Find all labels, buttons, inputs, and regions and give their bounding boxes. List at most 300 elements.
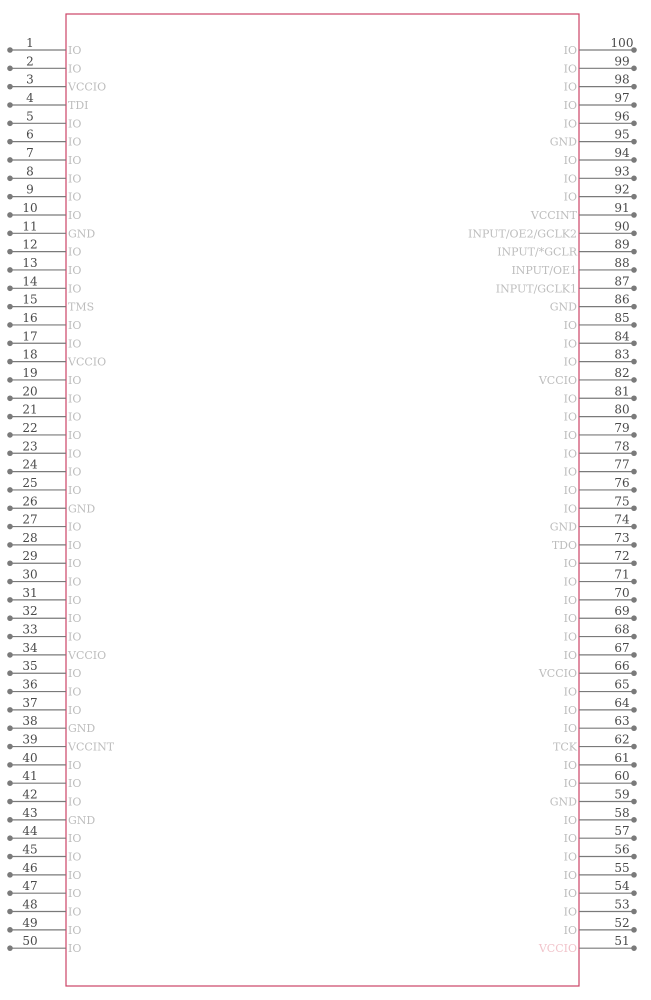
pin-number: 1 [26,36,34,50]
pin-terminal-dot [7,212,13,218]
pin-terminal-dot [7,176,13,182]
pin-name: IO [563,483,577,497]
pin-terminal-dot [631,66,637,72]
pin-terminal-dot [631,395,637,401]
pin-terminal-dot [631,505,637,511]
pin-number: 40 [22,750,38,765]
pin-terminal-dot [631,615,637,621]
pin-terminal-dot [631,634,637,640]
pin-name: VCCINT [68,740,115,754]
pin-name: IO [563,557,577,571]
pin-number: 36 [22,677,38,692]
pin-name: IO [68,703,82,717]
pin-number: 52 [614,915,630,930]
pin-number: 86 [614,292,630,307]
pin-number: 33 [22,622,38,637]
pin-name: GND [549,795,577,809]
pin-number: 43 [22,805,38,820]
pin-number: 57 [614,824,630,839]
pin-name: IO [68,575,82,589]
pin-number: 45 [22,842,38,857]
pin-terminal-dot [631,157,637,163]
pin-name: VCCINT [530,208,577,222]
pin-name: TDO [551,538,577,552]
pin-terminal-dot [7,267,13,273]
pin-name: IO [68,465,82,479]
pin-name: IO [563,868,577,882]
pin-number: 42 [22,787,38,802]
pin-terminal-dot [631,359,637,365]
pin-name: IO [68,667,82,681]
pin-name: GND [68,813,96,827]
pin-terminal-dot [7,725,13,731]
pin-number: 79 [614,420,630,435]
pin-name: IO [68,923,82,937]
pin-name: IO [68,832,82,846]
pin-number: 85 [614,310,630,325]
pin-name: IO [563,685,577,699]
pin-terminal-dot [631,799,637,805]
pin-name: GND [68,227,96,241]
pin-name: IO [68,428,82,442]
pin-name: INPUT/*GCLR [497,245,577,259]
pin-name: GND [68,722,96,736]
pin-name: IO [68,190,82,204]
pin-terminal-dot [7,285,13,291]
pin-name: IO [68,685,82,699]
pin-number: 95 [614,127,630,142]
pin-name: IO [68,117,82,131]
pin-terminal-dot [7,432,13,438]
pin-number: 73 [614,530,630,545]
pin-terminal-dot [7,469,13,475]
pin-number: 11 [22,219,38,234]
pin-terminal-dot [631,890,637,896]
pin-number: 32 [22,604,38,619]
pin-name: IO [68,447,82,461]
pin-name: IO [68,593,82,607]
pin-name: VCCIO [538,667,577,681]
pin-number: 61 [614,750,630,765]
pin-number: 69 [614,604,630,619]
pin-terminal-dot [7,249,13,255]
pin-terminal-dot [631,542,637,548]
pin-number: 63 [614,714,630,729]
pin-number: 84 [614,329,630,344]
pin-name: IO [68,868,82,882]
pin-number: 35 [22,659,38,674]
pin-name: TDI [68,98,89,112]
pin-number: 9 [26,182,34,197]
pin-name: IO [68,887,82,901]
pin-name: IO [68,520,82,534]
pin-terminal-dot [631,322,637,328]
pin-number: 98 [614,72,630,87]
pin-number: 24 [22,457,38,472]
pin-terminal-dot [7,615,13,621]
pin-terminal-dot [7,890,13,896]
pin-terminal-dot [7,707,13,713]
pin-terminal-dot [631,212,637,218]
pin-terminal-dot [7,450,13,456]
pin-number: 23 [22,439,38,454]
pin-number: 2 [26,54,34,69]
pin-name: IO [563,172,577,186]
pin-terminal-dot [631,689,637,695]
pin-terminal-dot [7,909,13,915]
pin-terminal-dot [631,414,637,420]
pin-name: IO [68,777,82,791]
pin-terminal-dot [7,652,13,658]
pin-terminal-dot [7,157,13,163]
pin-terminal-dot [7,799,13,805]
pin-terminal-dot [7,817,13,823]
pin-name: IO [563,575,577,589]
pin-terminal-dot [631,762,637,768]
pin-number: 89 [614,237,630,252]
pin-terminal-dot [7,121,13,127]
pin-name: IO [563,758,577,772]
pin-number: 47 [22,879,38,894]
pin-name: IO [68,850,82,864]
pin-name: IO [563,722,577,736]
pin-terminal-dot [631,597,637,603]
pin-number: 16 [22,310,38,325]
pin-number: 8 [26,164,34,179]
pin-terminal-dot [631,652,637,658]
pin-terminal-dot [631,469,637,475]
pin-number: 97 [614,90,630,105]
pin-name: TCK [553,740,577,754]
pin-terminal-dot [631,524,637,530]
pin-name: IO [563,410,577,424]
pin-name: IO [563,777,577,791]
pin-number: 62 [614,732,630,747]
pin-terminal-dot [631,945,637,951]
pin-terminal-dot [7,689,13,695]
pin-name: IO [68,905,82,919]
pin-name: IO [68,44,82,57]
pin-name: IO [563,153,577,167]
pin-terminal-dot [7,744,13,750]
pin-number: 78 [614,439,630,454]
pin-number: 53 [614,897,630,912]
pin-terminal-dot [7,524,13,530]
pin-terminal-dot [631,194,637,200]
pin-number: 29 [22,549,38,564]
pin-number: 31 [22,585,38,600]
pin-number: 87 [614,274,630,289]
pin-terminal-dot [7,377,13,383]
pin-terminal-dot [7,542,13,548]
pin-name: IO [68,153,82,167]
pin-number: 10 [22,200,38,215]
pin-terminal-dot [7,359,13,365]
pin-number: 39 [22,732,38,747]
pin-terminal-dot [631,121,637,127]
pin-number: 38 [22,714,38,729]
pin-name: GND [549,300,577,314]
pin-number: 64 [614,695,630,710]
pin-name: VCCIO [68,80,107,94]
pin-name: IO [563,447,577,461]
pin-number: 14 [22,274,38,289]
pin-number: 92 [614,182,630,197]
pin-name: IO [68,612,82,626]
pin-terminal-dot [7,579,13,585]
pin-name: IO [563,887,577,901]
pin-name: IO [563,98,577,112]
pin-number: 26 [22,494,38,509]
pin-terminal-dot [631,872,637,878]
pin-number: 70 [614,585,630,600]
pin-number: 4 [26,90,34,105]
pin-number: 72 [614,549,630,564]
pin-number: 58 [614,805,630,820]
pin-name: IO [563,465,577,479]
pin-number: 51 [614,934,630,949]
pin-terminal-dot [7,194,13,200]
pin-name: GND [68,502,96,516]
component-body [66,14,579,986]
pin-number: 48 [22,897,38,912]
pin-terminal-dot [7,927,13,933]
pin-number: 66 [614,659,630,674]
pin-terminal-dot [631,304,637,310]
pin-number: 20 [22,384,38,399]
pin-terminal-dot [7,634,13,640]
pin-terminal-dot [631,176,637,182]
pin-name: INPUT/GCLK1 [495,282,577,296]
pin-name: IO [563,593,577,607]
pin-number: 81 [614,384,630,399]
pin-number: 68 [614,622,630,637]
pin-terminal-dot [631,909,637,915]
pin-number: 90 [614,219,630,234]
pin-terminal-dot [7,560,13,566]
pin-number: 80 [614,402,630,417]
pin-name: GND [549,520,577,534]
pin-number: 96 [614,109,630,124]
pin-name: INPUT/OE1 [511,263,577,277]
pin-name: INPUT/OE2/GCLK2 [468,227,577,241]
pin-name: IO [563,80,577,94]
pin-number: 28 [22,530,38,545]
pin-number: 82 [614,365,630,380]
pin-terminal-dot [7,84,13,90]
pin-name: IO [563,44,577,57]
pin-name: IO [68,208,82,222]
pin-name: VCCIO [68,355,107,369]
pin-number: 22 [22,420,38,435]
pin-name: VCCIO [68,648,107,662]
pin-number: 77 [614,457,630,472]
pin-number: 54 [614,879,630,894]
pin-terminal-dot [631,579,637,585]
pin-terminal-dot [7,762,13,768]
pin-terminal-dot [631,432,637,438]
pin-name: TMS [68,300,95,314]
pin-name: IO [68,538,82,552]
pin-name: IO [563,832,577,846]
pin-terminal-dot [7,231,13,237]
pin-terminal-dot [7,102,13,108]
pin-name: IO [68,410,82,424]
pin-number: 75 [614,494,630,509]
pin-terminal-dot [7,505,13,511]
pin-terminal-dot [631,340,637,346]
pin-number: 41 [22,769,38,784]
pin-terminal-dot [7,872,13,878]
pin-number: 13 [22,255,38,270]
pin-name: IO [563,62,577,76]
pin-name: IO [68,172,82,186]
pin-number: 27 [22,512,38,527]
pin-terminal-dot [631,102,637,108]
pin-terminal-dot [631,377,637,383]
pin-terminal-dot [631,249,637,255]
pin-name: IO [563,337,577,351]
pin-number: 59 [614,787,630,802]
pin-name: VCCIO [538,373,577,387]
pin-terminal-dot [7,670,13,676]
pin-name: IO [563,612,577,626]
pin-name: IO [68,263,82,277]
pin-name: IO [563,502,577,516]
pin-number: 65 [614,677,630,692]
pin-name: IO [68,483,82,497]
pin-number: 5 [26,109,34,124]
pin-number: 21 [22,402,38,417]
pin-number: 15 [22,292,38,307]
pin-name: IO [68,282,82,296]
pin-terminal-dot [631,285,637,291]
pin-name: IO [563,905,577,919]
pin-terminal-dot [7,854,13,860]
pin-terminal-dot [631,560,637,566]
pin-number: 76 [614,475,630,490]
pin-name: IO [68,245,82,259]
pin-terminal-dot [7,597,13,603]
pin-terminal-dot [631,670,637,676]
pin-terminal-dot [631,231,637,237]
pin-number: 60 [614,769,630,784]
pin-terminal-dot [7,47,13,53]
pin-name: IO [563,117,577,131]
pin-terminal-dot [631,84,637,90]
pin-number: 49 [22,915,38,930]
pin-terminal-dot [631,927,637,933]
pin-name: GND [549,135,577,149]
pin-number: 19 [22,365,38,380]
pin-terminal-dot [631,744,637,750]
pin-terminal-dot [7,322,13,328]
pin-number: 12 [22,237,38,252]
pin-terminal-dot [631,854,637,860]
pin-number: 7 [26,145,34,160]
pin-number: 3 [26,72,34,87]
pin-terminal-dot [7,835,13,841]
pin-name: IO [68,942,82,956]
pin-number: 88 [614,255,630,270]
pin-number: 25 [22,475,38,490]
pin-terminal-dot [7,139,13,145]
pin-name: IO [68,557,82,571]
pin-name: IO [563,813,577,827]
pin-terminal-dot [631,817,637,823]
pin-number: 56 [614,842,630,857]
pin-terminal-dot [7,945,13,951]
pin-terminal-dot [631,835,637,841]
pin-terminal-dot [631,267,637,273]
pin-name: IO [563,392,577,406]
pin-terminal-dot [7,340,13,346]
pin-number: 50 [22,934,38,949]
pin-number: 6 [26,127,34,142]
pin-number: 34 [22,640,38,655]
pin-terminal-dot [7,780,13,786]
pin-number: 17 [22,329,38,344]
pin-terminal-dot [7,395,13,401]
pin-number: 67 [614,640,630,655]
pin-name: IO [68,795,82,809]
pin-name: IO [563,850,577,864]
pin-number: 18 [22,347,38,362]
pin-terminal-dot [631,725,637,731]
pin-terminal-dot [631,139,637,145]
pin-number: 99 [614,54,630,69]
pin-terminal-dot [631,780,637,786]
pin-number: 44 [22,824,38,839]
pin-number: 74 [614,512,630,527]
pin-name: IO [563,703,577,717]
pin-name: IO [563,318,577,332]
pin-name: IO [68,135,82,149]
pin-name: VCCIO [538,942,577,956]
pin-name: IO [563,428,577,442]
pin-number: 37 [22,695,38,710]
pin-name: IO [563,923,577,937]
pin-terminal-dot [631,487,637,493]
pin-number: 71 [614,567,630,582]
pin-number: 100 [610,36,634,50]
pin-name: IO [68,318,82,332]
pin-number: 83 [614,347,630,362]
pin-terminal-dot [631,707,637,713]
pin-name: IO [68,630,82,644]
pin-number: 55 [614,860,630,875]
pin-terminal-dot [7,304,13,310]
pin-number: 93 [614,164,630,179]
pin-terminal-dot [631,450,637,456]
pin-number: 46 [22,860,38,875]
pin-terminal-dot [7,66,13,72]
pin-name: IO [563,630,577,644]
pin-name: IO [68,373,82,387]
pin-name: IO [563,190,577,204]
pin-terminal-dot [7,487,13,493]
pin-number: 91 [614,200,630,215]
pin-name: IO [563,355,577,369]
pin-terminal-dot [7,414,13,420]
pin-number: 30 [22,567,38,582]
pin-number: 94 [614,145,630,160]
pin-name: IO [68,392,82,406]
pin-name: IO [68,758,82,772]
pin-name: IO [68,337,82,351]
pin-name: IO [563,648,577,662]
pin-name: IO [68,62,82,76]
